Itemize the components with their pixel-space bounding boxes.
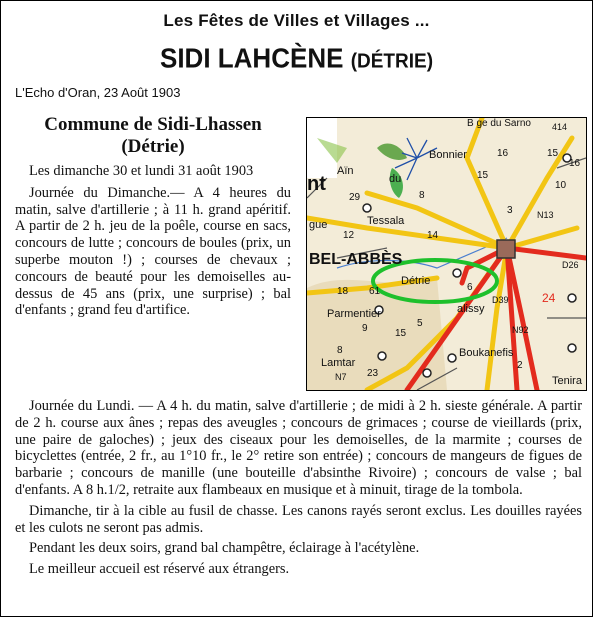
map-number: 10 xyxy=(555,180,567,191)
map-number: 15 xyxy=(395,328,407,339)
paragraph-welcome: Le meilleur accueil est réservé aux étrangers. xyxy=(29,561,290,578)
full-width-text xyxy=(15,398,582,582)
map-label-tessala: Tessala xyxy=(367,215,405,227)
city-marker xyxy=(497,240,515,258)
map-label-d26: D26 xyxy=(562,260,579,270)
map-number: 61 xyxy=(369,286,381,297)
map-label-du: du xyxy=(389,173,402,185)
map-label-calissy: alissy xyxy=(457,303,485,315)
map-number: 14 xyxy=(427,230,439,241)
area-map xyxy=(306,117,587,391)
title-main: SIDI LAHCÈNE xyxy=(159,42,344,74)
page-title xyxy=(1,42,592,75)
map-label-bel-abbes: BEL-ABBÈS xyxy=(309,251,403,268)
map-number: 15 xyxy=(547,148,559,159)
map-label-bonnier: Bonnier xyxy=(429,149,467,161)
source-citation: L'Echo d'Oran, 23 Août 1903 xyxy=(15,85,181,100)
map-number: 3 xyxy=(507,205,513,216)
title-subtitle: (DÉTRIE) xyxy=(350,50,434,73)
paragraph-shooting: Dimanche, tir à la cible au fusil de chasse. Les canons rayés seront exclus. Les douilles rayées et les culots ne seront pas admis. xyxy=(15,502,582,536)
map-label-ain: Aïn xyxy=(337,165,354,177)
map-number: 8 xyxy=(337,345,343,356)
map-label-tenira: Tenira xyxy=(552,375,582,387)
map-svg xyxy=(307,118,586,390)
map-number: 23 xyxy=(367,368,379,379)
map-number: 5 xyxy=(417,318,423,329)
map-number: 18 xyxy=(337,286,349,297)
map-label-boukanefis: Boukanefis xyxy=(459,347,514,359)
map-number: 2 xyxy=(517,360,523,371)
map-number: 6 xyxy=(467,282,473,293)
paragraph-sunday: Journée du Dimanche.— A 4 heures du matin, salve d'artillerie ; à 11 h. grand apéritif. A partir de 2 h. jeu de la poêle, course en sacs, concours de lutte ; concours de boules (prix, un superbe mouton !) ; courses de chevaux ; concours de beauté pour les demoiselles au-dessus de 45 ans (prix, une surprise) ; bal d'enfants ; grand feu d'artifice. xyxy=(15,184,291,319)
map-label-sarno: B ge du Sarno xyxy=(467,118,531,129)
paragraph-dates: Les dimanche 30 et lundi 31 août 1903 xyxy=(29,163,254,179)
page-header: Les Fêtes de Villes et Villages ... xyxy=(163,11,430,30)
map-label-detrie: Détrie xyxy=(401,275,431,287)
map-label-lamtar: Lamtar xyxy=(321,357,356,369)
paragraph-ball: Pendant les deux soirs, grand bal champêtre, éclairage à l'acétylène. xyxy=(29,540,420,557)
map-number: 16 xyxy=(569,158,581,169)
map-label-n7: N7 xyxy=(335,372,347,382)
map-label-n92: N92 xyxy=(512,325,529,335)
map-number: 9 xyxy=(362,323,368,334)
map-number: 414 xyxy=(552,122,568,132)
map-number: 12 xyxy=(343,230,355,241)
map-number: 29 xyxy=(349,192,361,203)
map-label-d39: D39 xyxy=(492,295,509,305)
commune-heading xyxy=(15,114,291,158)
map-number: 15 xyxy=(477,170,489,181)
map-number: 16 xyxy=(497,148,509,159)
map-number: 8 xyxy=(419,190,425,201)
commune-heading-line2: (Détrie) xyxy=(121,136,185,157)
map-label-nt: nt xyxy=(307,173,326,195)
left-column-text xyxy=(15,163,291,324)
map-number: 24 xyxy=(542,291,556,305)
paragraph-monday: Journée du Lundi. — A 4 h. du matin, salve d'artillerie ; de midi à 2 h. sieste générale. A partir de 2 h. course aux ânes ; repas des aveugles ; concours de grimaces ; course de vieillards (prix, une paire de galoches) ; jeux des ciseaux pour les demoiselles, de la marmite ; courses de bicyclettes (entrée, 2 fr., au 1°10 fr., le 2° retire son entrée) ; concours de mangeurs de figues de barbarie ; concours de manille (une bouteille d'absinthe Rivoire) ; concours de valse ; bal d'enfants. A 8 h.1/2, retraite aux flambeaux en musique et à minuit, tirage de la tombola. xyxy=(15,398,582,498)
map-label-n13: N13 xyxy=(537,210,554,220)
map-label-parmentier: Parmentier xyxy=(327,308,381,320)
commune-heading-line1: Commune de Sidi-Lhassen xyxy=(44,114,262,135)
map-label-gue: gue xyxy=(309,219,328,231)
